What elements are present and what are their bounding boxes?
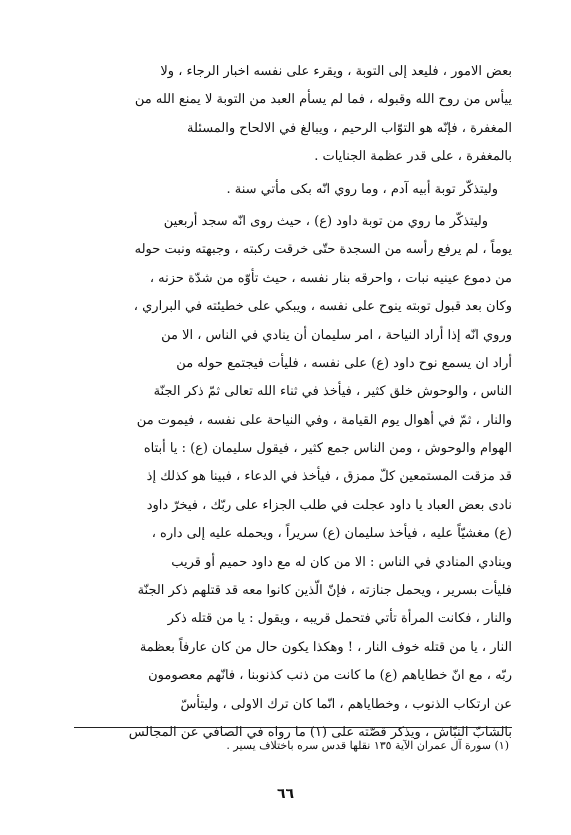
text-line: وليتذكّر توبة أبيه آدم ، وما روي انّه بكى مأتي سنة . <box>226 181 498 197</box>
text-line: المغفرة ، فإنّه هو التوّاب الرحيم ، ويبالغ في الالحاح والمسئلة <box>187 120 512 136</box>
footnote: (١) سورة آل عمران الآية ١٣٥ نقلها قدس سره باختلاف يسير . <box>226 739 509 752</box>
text-line: نادى بعض العباد يا داود عجلت في طلب الجزاء على ربّك ، فيخرّ داود <box>146 497 512 513</box>
text-line: فليأت بسرير ، ويحمل جنازته ، فإنّ الّذين كانوا معه قد قتلهم ذكر الجنّة <box>137 583 512 599</box>
text-line: (ع) مغشيّاً عليه ، فيأخذ سليمان (ع) سريراً ، ويحمله عليه إلى داره ، <box>151 526 512 542</box>
text-line: ييأس من روح الله وقبوله ، فما لم يسأم العبد من التوبة لا يمنع الله من <box>134 92 512 108</box>
text-line: بالشابّ النبّاش ، ويذكر قصّته على (١) ما رواه في الصافي عن المجالس <box>128 724 512 740</box>
page-number: ٦٦ <box>276 786 295 802</box>
text-line: يوماً ، لم يرفع رأسه من السجدة حتّى خرقت ركبته ، وجبهته ونبت حوله <box>134 242 512 258</box>
text-line: النار ، يا من قتله خوف النار ، ! وهكذا يكون حال من كان عارفاً بعظمة <box>139 639 512 655</box>
footnote-divider <box>74 727 512 728</box>
text-line: الهوام والوحوش ، ومن الناس جمع كثير ، فيقول سليمان (ع) : يا أبتاه <box>143 441 512 457</box>
text-line: قد مزقت المستمعين كلّ ممزق ، فيأخذ في الدعاء ، فبينا هو كذلك إذ <box>146 469 512 485</box>
text-line: وليتذكّر ما روي من توبة داود (ع) ، حيث روى انّه سجد أربعين <box>163 213 488 229</box>
text-line: والنار ، فكانت المرأة تأتي فتحمل قريبه ، ويقول : يا من قتله ذكر <box>167 611 512 627</box>
text-line: وكان بعد قبول توبته ينوح على نفسه ، ويبكي على خطيئته في البراري ، <box>133 299 512 315</box>
text-line: والنار ، ثمّ في أهوال يوم القيامة ، وفي النياحة على نفسه ، فيموت من <box>136 412 512 428</box>
text-line: عن ارتكاب الذنوب ، وخطاياهم ، انّما كان ترك الاولى ، وليتأسّ <box>180 696 512 712</box>
text-line: بعض الامور ، فليعد إلى التوبة ، ويقرء على نفسه اخبار الرجاء ، ولا <box>160 64 512 79</box>
text-line: وروي انّه إذا أراد النياحة ، امر سليمان أن ينادي في الناس ، الا من <box>161 327 512 343</box>
main-text <box>74 58 512 747</box>
text-line: من دموع عينيه نبات ، واحرقه بنار نفسه ، حيث تأوّه من شدّة حزنه ، <box>149 270 512 286</box>
text-line: وينادي المنادي في الناس : الا من كان له مع داود حميم أو قريب <box>171 554 512 570</box>
text-line: أراد ان يسمع نوح داود (ع) على نفسه ، فليأت فيجتمع حوله من <box>176 355 512 371</box>
text-line: بالمغفرة ، على قدر عظمة الجنايات . <box>314 149 512 165</box>
text-line: ربّه ، مع انّ خطاياهم (ع) ما كانت من ذنب كذنوبنا ، فانّهم معصومون <box>148 668 512 684</box>
text-line: الناس ، والوحوش خلق كثير ، فيأخذ في ثناء الله تعالى ثمّ ذكر الجنّة <box>153 384 512 400</box>
